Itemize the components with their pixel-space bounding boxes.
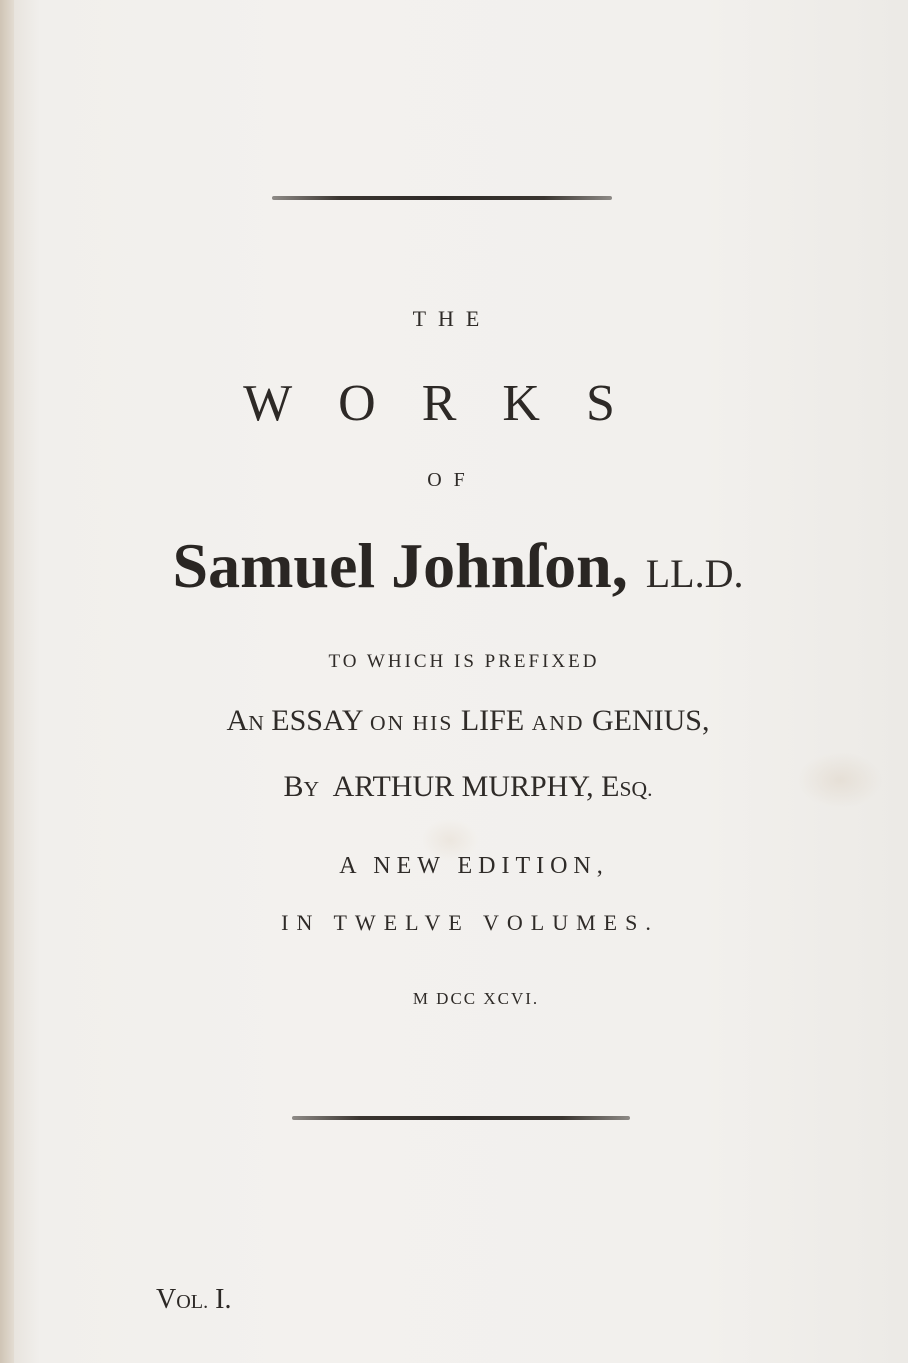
book-gutter	[0, 0, 14, 1363]
essay-life: LIFE	[460, 704, 525, 737]
top-rule	[272, 196, 612, 200]
volume-number: I.	[215, 1284, 232, 1315]
byline-esq-rest: SQ.	[619, 777, 653, 801]
of-text: OF	[427, 469, 477, 491]
essay-line	[14, 706, 908, 736]
author-line	[4, 530, 908, 601]
essay-word: ESSAY	[271, 704, 363, 737]
byline-esq-initial: E	[601, 770, 620, 803]
year-text: M DCC XCVI.	[412, 989, 540, 1008]
volumes-text: IN TWELVE VOLUMES.	[281, 910, 659, 935]
edition-line	[20, 854, 908, 878]
volume-rest: OL.	[176, 1291, 209, 1313]
volume-label	[156, 1286, 231, 1314]
essay-and: AND	[531, 711, 585, 735]
the-text: THE	[412, 306, 492, 331]
author-degree: LL.D.	[645, 551, 744, 596]
byline-name: ARTHUR MURPHY,	[332, 770, 594, 803]
essay-an-rest: N	[248, 711, 264, 735]
year-line	[22, 990, 908, 1007]
works-text: WORKS	[243, 375, 661, 432]
byline-by-rest: Y	[303, 777, 320, 801]
bottom-rule	[292, 1116, 630, 1120]
essay-on-his: ON HIS	[369, 711, 454, 735]
of-line	[0, 470, 906, 490]
byline-by-initial: B	[283, 770, 304, 803]
author-name: Samuel Johnſon,	[172, 530, 628, 601]
prefixed-text: TO WHICH IS PREFIXED	[328, 651, 600, 672]
volumes-line	[16, 912, 908, 934]
edition-text: A NEW EDITION,	[339, 853, 609, 879]
works-heading	[0, 375, 906, 432]
essay-an-initial: A	[226, 704, 249, 737]
the-line	[0, 308, 906, 330]
byline	[14, 772, 908, 802]
essay-genius: GENIUS,	[591, 704, 710, 737]
volume-initial: V	[156, 1284, 177, 1315]
prefixed-line	[10, 652, 908, 671]
